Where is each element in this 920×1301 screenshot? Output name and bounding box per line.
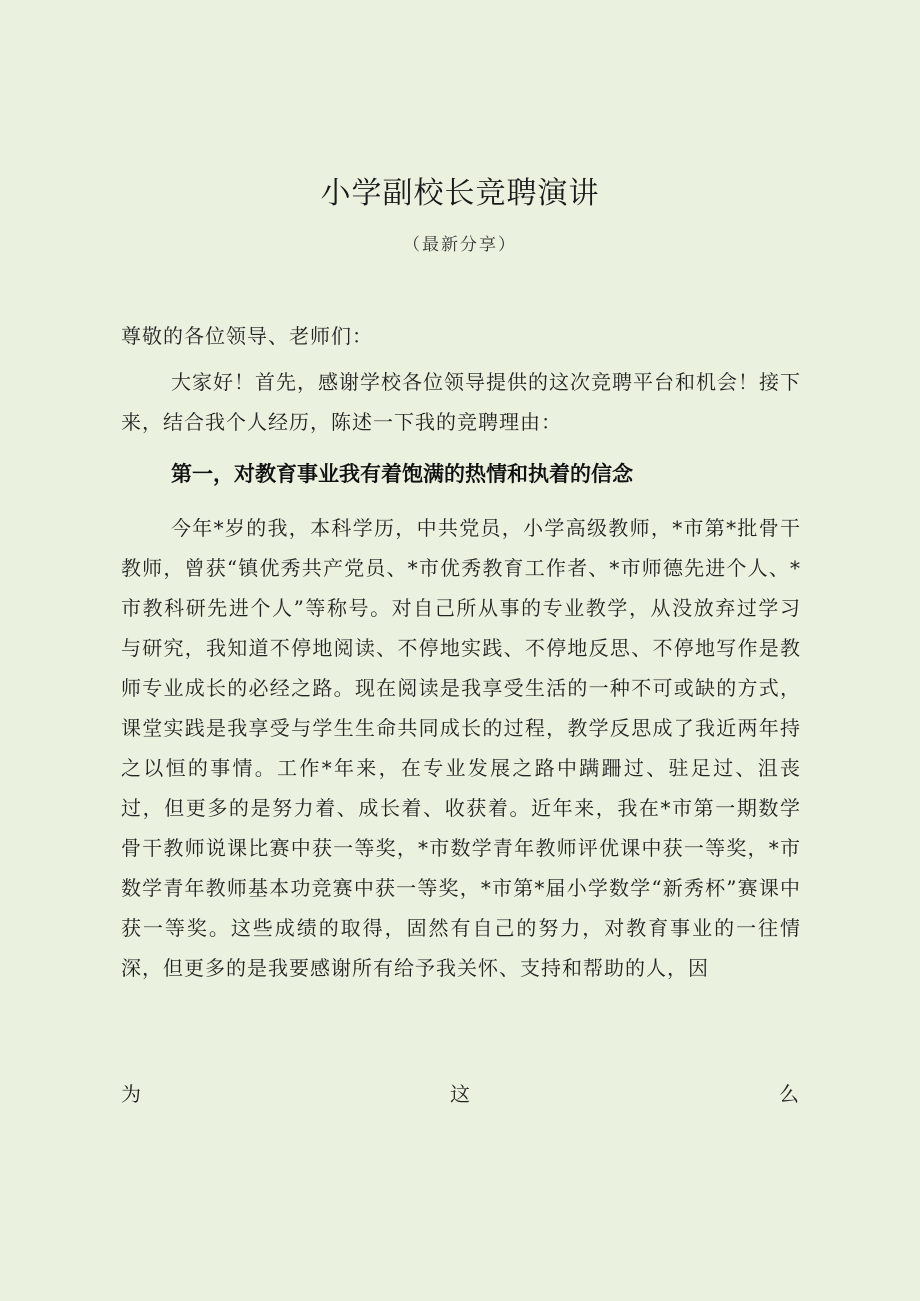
document-title: 小学副校长竞聘演讲 xyxy=(320,176,600,211)
trailing-char: 么 xyxy=(779,1082,799,1106)
greeting-line: 尊敬的各位领导、老师们： xyxy=(121,324,373,348)
trailing-char: 为 xyxy=(121,1082,141,1106)
trailing-line xyxy=(121,1078,799,1107)
section-heading: 第一，对教育事业我有着饱满的热情和执着的信念 xyxy=(171,462,633,486)
trailing-char: 这 xyxy=(450,1082,470,1106)
document-subtitle: （最新分享） xyxy=(403,235,517,255)
intro-paragraph: 大家好！首先，感谢学校各位领导提供的这次竞聘平台和机会！接下来，结合我个人经历，陈述一下我的竞聘理由： xyxy=(121,370,801,434)
body-paragraph: 今年*岁的我，本科学历，中共党员，小学高级教师，*市第*批骨干教师，曾获“镇优秀共产党员、*市优秀教育工作者、*市师德先进个人、*市教科研先进个人”等称号。对自己所从事的专业教学，从没放弃过学习与研究，我知道不停地阅读、不停地实践、不停地反思、不停地写作是教师专业成长的必经之路。现在阅读是我享受生活的一种不可或缺的方式，课堂实践是我享受与学生生命共同成长的过程，教学反思成了我近两年持之以恒的事情。工作*年来，在专业发展之路中蹒跚过、驻足过、沮丧过，但更多的是努力着、成长着、收获着。近年来，我在*市第一期数学骨干教师说课比赛中获一等奖，*市数学青年教师评优课中获一等奖，*市数学青年教师基本功竞赛中获一等奖，*市第*届小学数学“新秀杯”赛课中获一等奖。这些成绩的取得，固然有自己的努力，对教育事业的一往情深，但更多的是我要感谢所有给予我关怀、支持和帮助的人，因 xyxy=(121,516,801,980)
